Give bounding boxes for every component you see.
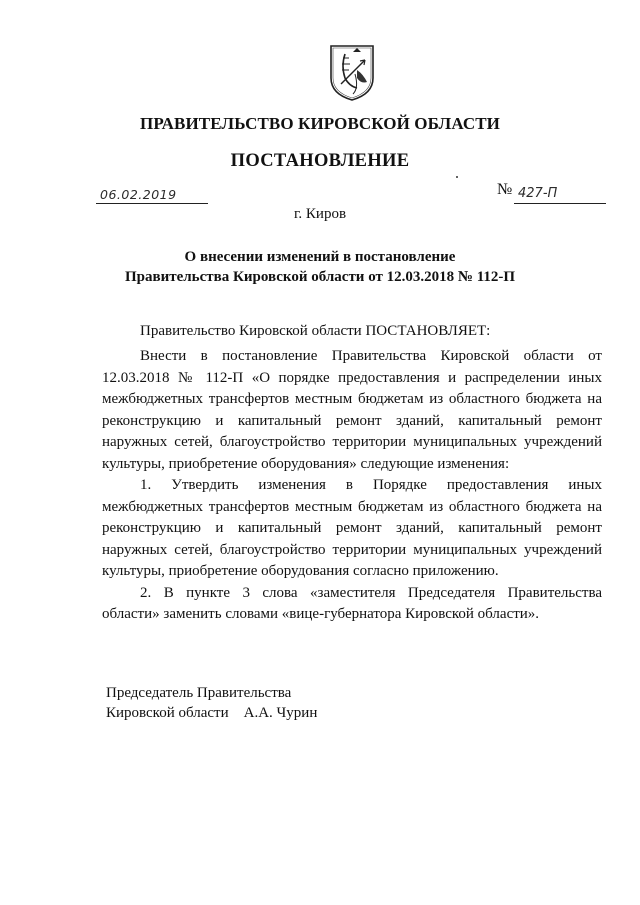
body-paragraph: Внести в постановление Правительства Кировской области от 12.03.2018 № 112-П «О порядке предоставления и распределении иных межбюджетных трансфертов местным бюджетам из областного бюджета на реконструкцию и капитальный ремонт зданий, капитальный ремонт наружных сетей, благоустройство территории муниципальных учреждений культуры, приобретение оборудования» следующие изменения: [102,348,602,472]
signature-name: Кировской области А.А. Чурин [106,705,318,721]
number-field [514,186,606,204]
pen-mark [456,176,458,178]
body-paragraph: 2. В пункте 3 слова «заместителя Председателя Правительства области» заменить словами «вице-губернатора Кировской области». [102,584,602,622]
document-date: 06.02.2019 [100,187,177,202]
subject-line-1: О внесении изменений в постановление [184,249,456,265]
number-sign: № [497,181,513,198]
document-number: 427-П [518,186,558,201]
subject-line-2: Правительства Кировской области от 12.03.2018 № 112-П [124,269,516,285]
kirov-oblast-coat-of-arms-icon [327,44,377,102]
document-body [102,346,602,626]
city: г. Киров [293,206,347,222]
body-paragraph: 1. Утвердить изменения в Порядке предоставления иных межбюджетных трансфертов местным бюджетам из областного бюджета на реконструкцию и капитальный ремонт зданий, капитальный ремонт наружных сетей, благоустройство территории муниципальных учреждений культуры, приобретение оборудования согласно приложению. [102,477,602,579]
preamble: Правительство Кировской области ПОСТАНОВЛЯЕТ: [140,323,491,339]
signature-position: Председатель Правительства [106,685,292,701]
date-field [96,186,208,204]
document-subject [0,247,640,287]
document-type: ПОСТАНОВЛЕНИЕ [230,151,410,171]
government-title: ПРАВИТЕЛЬСТВО КИРОВСКОЙ ОБЛАСТИ [140,114,500,133]
signature-block [106,683,317,723]
